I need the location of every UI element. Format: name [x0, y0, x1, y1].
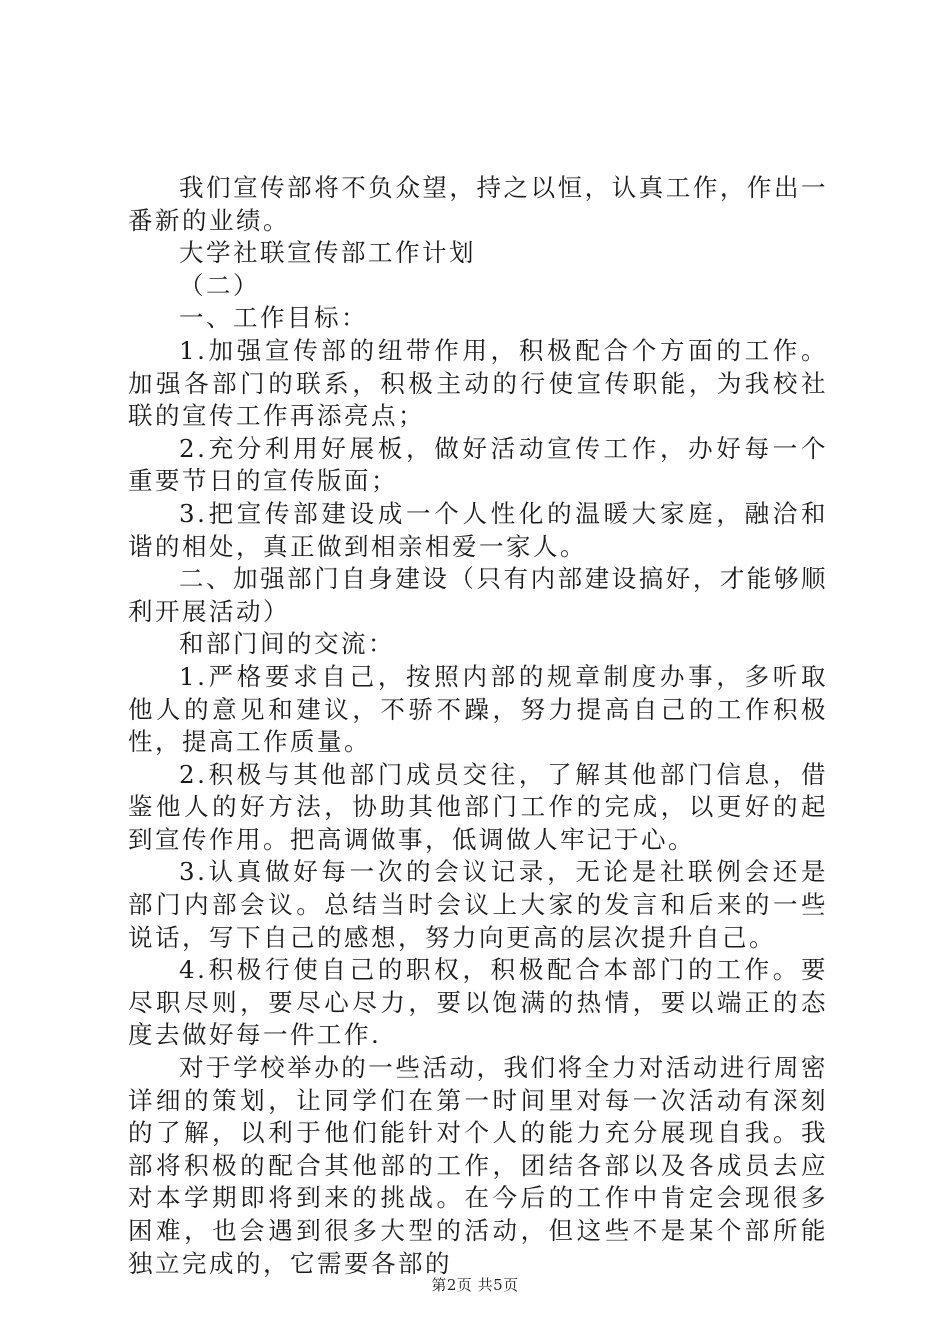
paragraph-activities: 对于学校举办的一些活动，我们将全力对活动进行周密详细的策划，让同学们在第一时间里对每一次活动有深刻的了解，以利于他们能针对个人的能力充分展现自我。我部将积极的配合其他部的工作，团结各部以及各成员去应对本学期即将到来的挑战。在今后的工作中肯定会现很多困难，也会遇到很多大型的活动，但这些不是某个部所能独立完成的，它需要各部的: [128, 1053, 828, 1278]
page-number: 第2页 共5页: [431, 1276, 519, 1294]
paragraph-item-2: 2.积极与其他部门成员交往，了解其他部门信息，借鉴他人的好方法，协助其他部门工作的完成，以更好的起到宣传作用。把高调做事，低调做人牢记于心。: [128, 759, 828, 854]
paragraph-goal-2: 2.充分利用好展板，做好活动宣传工作，办好每一个重要节日的宣传版面；: [128, 433, 828, 496]
paragraph-item-3: 3.认真做好每一次的会议记录，无论是社联例会还是部门内部会议。总结当时会议上大家的发言和后来的一些说话，写下自己的感想，努力向更高的层次提升自己。: [128, 857, 828, 952]
paragraph-item-4: 4.积极行使自己的职权，积极配合本部门的工作。要尽职尽则，要尽心尽力，要以饱满的热情，要以端正的态度去做好每一件工作.: [128, 955, 828, 1050]
document-title: 大学社联宣传部工作计划: [179, 238, 476, 268]
paragraph-closing-statement: 我们宣传部将不负众望，持之以恒，认真工作，作出一番新的业绩。: [128, 173, 828, 235]
paragraph-goal-3: 3.把宣传部建设成一个人性化的温暖大家庭，融洽和谐的相处，真正做到相亲相爱一家人。: [128, 498, 828, 561]
document-body: [128, 172, 828, 1280]
paragraph-item-1: 1.严格要求自己，按照内部的规章制度办事，多听取他人的意见和建议，不骄不躁，努力提高自己的工作积极性，提高工作质量。: [128, 661, 828, 757]
paragraph-communication: 和部门间的交流：: [179, 629, 395, 659]
document-subtitle: （二）: [179, 270, 260, 300]
section-heading-goals: 一、工作目标：: [179, 303, 368, 333]
paragraph-goal-1: 1.加强宣传部的纽带作用，积极配合个方面的工作。加强各部门的联系，积极主动的行使宣传职能，为我校社联的宣传工作再添亮点；: [128, 335, 828, 431]
section-heading-self-building: 二、加强部门自身建设（只有内部建设搞好，才能够顺利开展活动）: [128, 564, 828, 626]
